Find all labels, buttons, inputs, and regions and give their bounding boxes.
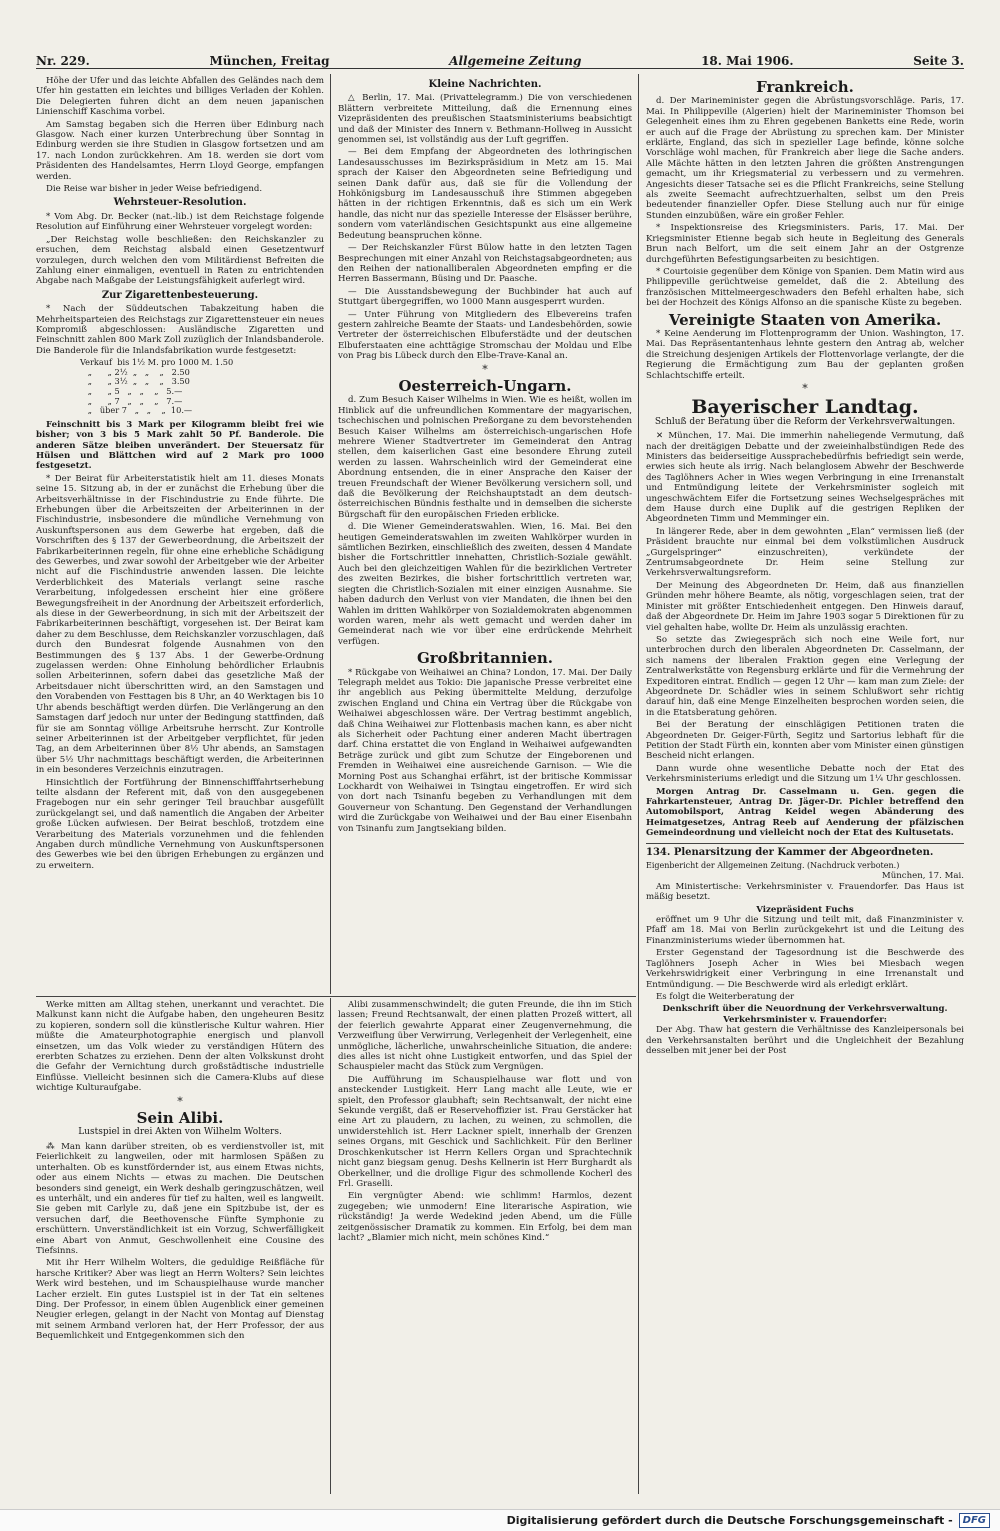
article-paragraph: Dann wurde ohne wesentliche Debatte noch der Etat des Verkehrsministeriums erledigt und die Sitzung um 1¼ Uhr geschlossen. [646,763,964,785]
article-paragraph: * Inspektionsreise des Kriegsministers. Paris, 17. Mai. Der Kriegsminister Etienne begab sich heute in Begleitung des Generals Brun nach Belfort, um die seit einem Jahr an der Ostgrenze durchgeführten Befestigungsarbeiten zu besichtigen. [646,223,964,265]
table-row: Verkauf bis 1½ M. pro 1000 M. 1.50 [80,357,234,368]
table-row: „ „ 2½ „ „ „ 2.50 [80,366,190,377]
article-paragraph: — Die Ausstandsbewegung der Buchbinder hat auch auf Stuttgart übergegriffen, wo 1000 Mann ausgesperrt wurden. [338,286,632,308]
article-paragraph: △ Berlin, 17. Mai. (Privattelegramm.) Die von verschiedenen Blättern verbreitete Mitteilung, daß die Ernennung eines Vizepräsidenten des preußischen Staatsministeriums beabsichtigt und daß der Minister des Innern v. Bethmann-Hollweg in Aussicht genommen sei, ist vollständig aus der Luft gegriffen. [338,93,632,146]
section-heading: Denkschrift über die Neuordnung der Verkehrsverwaltung. [662,1004,948,1015]
section-heading: Bayerischer Landtag. [691,396,919,419]
section-rule [646,843,964,844]
article-paragraph: Feinschnitt bis 3 Mark per Kilogramm bleibt frei wie bisher; von 3 bis 5 Mark zahlt 50 Pf. Banderole. Die anderen Sätze bleiben unverändert. Der Steuersatz für Hülsen und Blättchen wird auf 2 Mark pro 1000 festgesetzt. [36,419,324,472]
issue-date: 18. Mai 1906. [701,54,794,68]
feuilleton-column-1 [36,1000,324,1494]
dfg-logo: DFG [959,1513,990,1528]
section-heading: Zur Zigarettenbesteuerung. [101,289,259,301]
article-paragraph: — Der Reichskanzler Fürst Bülow hatte in den letzten Tagen Besprechungen mit einer Anzahl von Reichstagsabgeordneten; aus den Reihen der nationalliberalen Abgeordneten empfing er die Herren Bassermann, Büsing und Dr. Paasche. [338,243,632,285]
article-paragraph: Der Meinung des Abgeordneten Dr. Heim, daß aus finanziellen Gründen mehr höhere Beamte, als nötig, vorgeschlagen seien, trat der Minister mit größter Entschiedenheit entgegen. Den Hinweis darauf, daß der Abgeordnete Dr. Heim im Jahre 1903 sogar 5 Direktionen für zu viel gehalten habe, wollte Dr. Heim als unzulässig erachten. [646,580,964,633]
article-paragraph: „Der Reichstag wolle beschließen: den Reichskanzler zu ersuchen, dem Reichstag alsbald einen Gesetzentwurf vorzulegen, durch welchen den vom Militärdienst Befreiten die Zahlung einer einmaligen, eventuell in Raten zu entrichtenden Abgabe nach Maßgabe der Leistungsfähigkeit auferlegt wird. [36,234,324,287]
article-paragraph: Morgen Antrag Dr. Casselmann u. Gen. gegen die Fahrkartensteuer, Antrag Dr. Jäger-Dr. Pichler betreffend den Automobilsport, Antrag Keidel wegen Abänderung des Heimatgesetzes, Antrag Reeb auf Aenderung der pfälzischen Gemeindeordnung und vielleicht noch der Etat des Kultusetats. [646,786,964,839]
column-rule [330,74,331,994]
article-paragraph: d. Die Wiener Gemeinderatswahlen. Wien, 16. Mai. Bei den heutigen Gemeinderatswahlen im zweiten Wahlkörper wurden in sämtlichen Bezirken, einschließlich des zweiten, dessen 4 Mandate bisher die Fortschrittler innehatten, Christlich-Soziale gewählt. Auch bei den gleichzeitigen Wahlen für die bezirklichen Vertreter des zweiten Bezirkes, die bisher fortschrittlich vertreten war, siegten die Christlich-Sozialen mit einer einzigen Ausnahme. Sie haben dadurch den Verlust von vier Mandaten, die ihnen bei den Wahlen im dritten Wahlkörper von Sozialdemokraten abgenommen worden waren, mehr als wett gemacht und werden daher im Gemeinderat nach wie vor über eine erdrückende Mehrheit verfügen. [338,522,632,647]
article-paragraph: ✕ München, 17. Mai. Die immerhin naheliegende Vermutung, daß nach der dreitägigen Debatte und der zweieinhalbstündigen Rede des Ministers das beiderseitige Aussprachebedürfnis befriedigt sein werde, erwies sich heute als irrig. Nach belanglosem Abwehr der Beschwerde des Taglöhners Acher in Wies wegen Verbringung in eine Irrenanstalt und Entmündigung leitete der Verkehrsminister sogleich mit ungeschwächtem Eifer die Fortsetzung seines Wechselgespräches mit dem Hause durch eine Duplik auf die gestrigen Repliken der Abgeordneten Timm und Memminger ein. [646,431,964,525]
banderole-table [80,358,324,416]
section-heading: 134. Plenarsitzung der Kammer der Abgeordneten. [646,846,934,858]
footer-credit: Digitalisierung gefördert durch die Deutsche Forschungsgemeinschaft - [506,1514,953,1527]
article-paragraph: * Der Beirat für Arbeiterstatistik hielt am 11. dieses Monats seine 15. Sitzung ab, in der er zunächst die Erhebung über die Arbeitsverhältnisse in der Fischindustrie zu Ende führte. Die Erhebungen über die Arbeitszeiten der Arbeiterinnen in der Fischindustrie, insbesondere die mündliche Vernehmung von Auskunftspersonen aus dem Gewerbe hat ergeben, daß die Vorschriften des § 137 der Gewerbeordnung, die Arbeitszeit der Fabrikarbeiterinnen regeln, für ohne eine erhebliche Schädigung des Gewerbes, und zwar sowohl der Arbeitgeber wie der Arbeiter nicht auf die Fischindustrie anwenden lassen. Die leichte Verderblichkeit des Materials verlangt seine rasche Verarbeitung, infolgedessen erscheint hier eine größere Bewegungsfreiheit in der Anordnung der Arbeitszeit erforderlich, als diese in der Gewerbeordnung, in sich mit der Arbeitszeit der Fabrikarbeiterinnen beschäftigt, vorgesehen ist. Der Beirat kam daher zu dem Beschlusse, dem Reichskanzler vorzuschlagen, daß durch den Bundesrat folgende Ausnahmen von den Bestimmungen des § 137 Abs. 1 der Gewerbe-Ordnung zugelassen werden: Ohne Einholung behördlicher Erlaubnis sollen Arbeiterinnen, sofern dabei das gesetzliche Maß der Arbeitsdauer nicht überschritten wird, an den Samstagen und den Vorabenden von Festtagen bis 8 Uhr, an 40 Werktagen bis 10 Uhr abends beschäftigt werden dürfen. Die Verlängerung an den Samstagen darf jedoch nur unter der Bedingung stattfinden, daß für sie am Sonntag völlige Arbeitsruhe herrscht. Zur Kontrolle seiner Arbeiterinnen ist der Arbeitgeber verpflichtet, für jeden Tag, an dem Arbeiterinnen über 8½ Uhr abends, an Samstagen über 5½ Uhr nachmittags beschäftigt werden, die Arbeiterinnen in ein besonderes Verzeichnis einzutragen. [36,473,324,776]
newspaper-title: Allgemeine Zeitung [449,54,582,68]
column-2 [338,76,632,994]
article-paragraph: * Courtoisie gegenüber dem Könige von Spanien. Dem Matin wird aus Philippeville gerüchtweise gemeldet, daß die 2. Abteilung des französischen Mittelmeergeschwaders den Befehl erhalten habe, sich bei der Hochzeit des Königs Alfonso an die spanische Küste zu begeben. [646,266,964,309]
separator-star: * [177,1094,183,1108]
column-rule [638,74,639,1494]
feuilleton-title: Sein Alibi. [136,1109,224,1128]
page-header [36,46,964,69]
article-paragraph: d. Zum Besuch Kaiser Wilhelms in Wien. Wie es heißt, wollen im Hinblick auf die unfreundlichen Kommentare der magyarischen, tschechischen und polnischen Preßorgane zu dem bevorstehenden Besuch Kaiser Wilhelms am österreichisch-ungarischen Hofe mehrere Wiener Stadtvertreter im Gemeinderat den Antrag stellen, dem kaiserlichen Gast eine besondere Ehrung zuteil werden zu lassen. Wahrscheinlich wird der Gemeinderat eine Abordnung entsenden, die in einer Ansprache den Kaiser der treuen Freundschaft der Wiener Bevölkerung versichern soll, und daß die Bevölkerung der Reichshauptstadt an dem deutsch-österreichischen Bündnis festhalte und in demselben die sicherste Bürgschaft für den europäischen Frieden erblicke. [338,395,632,520]
column-3 [646,76,964,1494]
column-1 [36,76,324,994]
article-paragraph: Bei der Beratung der einschlägigen Petitionen traten die Abgeordneten Dr. Geiger-Fürth, Segitz und Sartorius lebhaft für die Petition der Stadt Fürth ein, konnten aber vom Minister einen günstigen Bescheid nicht erlangen. [646,720,964,762]
table-row: „ „ 5 „ „ „ 5.— [80,385,183,396]
column-rule [330,998,331,1494]
article-paragraph: — Bei dem Empfang der Abgeordneten des lothringischen Landesausschusses im Bezirkspräsidium in Metz am 15. Mai sprach der Kaiser den Abgeordneten seine Befriedigung und seinen Dank dafür aus, daß sie für die Vollendung der Hohkönigsburg im Landesausschuß ihre Stimmen abgegeben hätten in der richtigen Erkenntnis, daß es sich um ein Werk handle, das nicht nur das spezielle Interesse der Elsässer berühre, sondern vom vaterländischen Gesichtspunkt aus eine allgemeine Bedeutung beanspruchen könne. [338,147,632,241]
article-paragraph: * Rückgabe von Weihaiwei an China? London, 17. Mai. Der Daily Telegraph meldet aus Tokio: Die japanische Presse verbreitet eine ihr angeblich aus Peking übermittelte Meldung, derzufolge zwischen England und China ein Vertrag über die Rückgabe von Weihaiwei abgeschlossen wäre. Der Vertrag bestimmt angeblich, daß China Weihaiwei zur Flottenbasis machen kann, es aber nicht als Sicherheit oder Pachtung einer anderen Macht übertragen darf. China erstattet die von England in Weihaiwei aufgewandten Beträge zurück und gibt zum Schutze der Eingeborenen und Fremden in Weihaiwei eine ausreichende Garnison. — Wie die Morning Post aus Schanghai erfährt, ist der britische Kommissar Lockhardt von Weihaiwei in Tsingtau eingetroffen. Er wird sich von dort nach Tsinanfu begeben zu Verhandlungen mit dem Gouverneur von Schantung. Den Gegenstand der Verhandlungen wird die Zurückgabe von Weihaiwei und der Bau einer Eisenbahn von Tsinanfu zum Jangtsekiang bilden. [338,667,632,834]
section-heading: Frankreich. [756,78,854,96]
table-row: „ „ 7 „ „ „ 7.— [80,395,183,406]
feuilleton-paragraph: Die Aufführung im Schauspielhause war flott und von ansteckender Lustigkeit. Herr Lang macht alle Leute, wie er spielt, den Professor glaubhaft; sein Rechtsanwalt, der nicht eine Sekunde vergißt, daß er Reservehoffizier ist. Frau Gerstäcker hat eine Art zu plaudern, zu lachen, zu weinen, zu schmollen, die unwiderstehlich ist. Herr Lackner spielt, innerhalb der Grenzen seines Organs, mit Geschick und Sachlichkeit. Für den Berliner Droschkenkutscher ist Herrn Kellers Organ und Sprachtechnik nicht ganz biegsam genug. Deshs Kellnerin ist Herr Burghardt als Oberkellner, und die drollige Figur des schmollende Kocherl des Frl. Graselli. [338,1074,632,1189]
section-heading: Vereinigte Staaten von Amerika. [668,310,942,329]
section-heading: Oesterreich-Ungarn. [398,376,572,395]
feuilleton-subtitle: Lustspiel in drei Akten von Wilhelm Wolters. [78,1127,282,1138]
article-paragraph: * Vom Abg. Dr. Becker (nat.-lib.) ist dem Reichstage folgende Resolution auf Einführung einer Wehrsteuer vorgelegt worden: [36,211,324,233]
speaker-label: Verkehrsminister v. Frauendorfer: [723,1014,887,1025]
feuilleton-paragraph: Werke mitten am Alltag stehen, unerkannt und verachtet. Die Malkunst kann nicht die Aufgabe haben, den ungeheuren Besitz zu kopieren, sondern soll die künstlerische Kultur wahren. Hier müßte die Amateurphotographie energisch und planvoll einsetzen, um das Volk wieder zu verständigen Hütern des ererbten Schatzes zu erziehen. Denn der alten Volkskunst droht die Gefahr der Vernichtung durch großstädtische industrielle Einflüsse. Vielleicht besinnen sich die Camera-Klubs auf diese wichtige Kulturaufgabe. [36,1000,324,1094]
report-credit: Eigenbericht der Allgemeinen Zeitung. (Nachdruck verboten.) [646,861,900,871]
section-heading: Kleine Nachrichten. [428,79,542,90]
article-paragraph: Höhe der Ufer und das leichte Abfallen des Geländes nach dem Ufer hin gestatten ein leichtes und billiges Verladen der Kohlen. Die Delegierten fuhren dicht an dem neuen japanischen Linienschiff Kaschima vorbei. [36,76,324,118]
section-heading: Großbritannien. [416,649,554,668]
table-row: „ „ 3½ „ „ „ 3.50 [80,376,190,387]
dateline: München, 17. Mai. [881,871,964,882]
section-heading: Wehrsteuer-Resolution. [113,197,247,209]
separator-star: * [802,381,808,395]
feuilleton-paragraph: ⁂ Man kann darüber streiten, ob es verdienstvoller ist, mit Feierlichkeit zu langweilen, oder mit harmlosen Späßen zu unterhalten. Ob es kunstfördernder ist, aus einem Etwas nichts, oder aus einem Nichts — etwas zu machen. Die Deutschen besonders sind geneigt, ein Werk deshalb geringzuschätzen, weil es unterhält, und ein anderes für tief zu halten, weil es langweilt. Sie geben mit Carlyle zu, daß jene ein Spitzbube ist, der es versuchen darf, die Beethovensche Fünfte Symphonie zu erschüttern. Unverständlichkeit ist ein Vorzug, Schwerfälligkeit eine Abart von Anmut, Geschwollenheit eine Cousine des Tiefsinns. [36,1141,324,1256]
article-paragraph: Hinsichtlich der Fortführung der Binnenschifffahrtserhebung teilte alsdann der Referent mit, daß von den ausgegebenen Fragebogen nur ein sehr geringer Teil brauchbar ausgefüllt zurückgelangt sei, und daß namentlich die Angaben der Arbeiter große Lücken aufwiesen. Der Beirat beschloß, trotzdem eine Verarbeitung des Materials vorzunehmen und die fehlenden Angaben durch mündliche Vernehmung von Auskunftspersonen des Gewerbes wie bei den übrigen Erhebungen zu ergänzen und zu erweitern. [36,777,324,871]
article-paragraph: eröffnet um 9 Uhr die Sitzung und teilt mit, daß Finanzminister v. Pfaff am 18. Mai von Berlin zurückgekehrt ist und die Leitung des Finanzministeriums wieder übernommen hat. [646,915,964,946]
table-row: „ über 7 „ „ „ 10.— [80,405,193,416]
feuilleton-rule [36,996,636,997]
article-paragraph: Es folgt die Weiterberatung der [656,991,795,1002]
article-paragraph: — Unter Führung von Mitgliedern des Elbevereins trafen gestern zahlreiche Beamte der Staats- und Landesbehörden, sowie Vertreter der österreichischen Elbuferstädte und der deutschen Elbuferstaaten eine achttägige Stromschau der Moldau und Elbe von Prag bis Lübeck durch den Elbe-Trave-Kanal an. [338,309,632,362]
article-paragraph: Die Reise war bisher in jeder Weise befriedigend. [46,184,263,195]
feuilleton-column-2 [338,1000,632,1494]
article-paragraph: d. Der Marineminister gegen die Abrüstungsvorschläge. Paris, 17. Mai. In Philippeville (Algerien) hielt der Marineminister Thomson bei Gelegenheit eines ihm zu Ehren gegebenen Banketts eine Rede, worin er auch auf die Frage der Abrüstung zu sprechen kam. Der Minister erklärte, England, das sich in spezieller Lage befinde, könne solche Vorschläge wohl machen, für Frankreich aber liege die Sache anders. Alle Mächte hätten in den letzten Jahren die größten Anstrengungen gemacht, um ihr Kriegsmaterial zu verbessern und zu vermehren. Angesichts dieser Tatsache sei es die Pflicht Frankreichs, seine Stellung als zweite Seemacht aufrechtzuerhalten, selbst um den Preis bedeutender finanzieller Opfer. Diese Stellung auch nur für einige Stunden einzubüßen, wäre ein großer Fehler. [646,96,964,221]
place-day: München, Freitag [209,54,330,68]
article-paragraph: In längerer Rede, aber in dem gewohnten „Elan“ vermissen ließ (der Präsident brauchte nur einmal bei dem volkstümlichen Ausdruck „Gurgelspringer“ einzuschreiten), verkündete der Zentrumsabgeordnete Dr. Heim seine Stellung zur Verkehrsverwaltungsreform. [646,526,964,579]
article-paragraph: So setzte das Zwiegespräch sich noch eine Weile fort, nur unterbrochen durch den liberalen Abgeordneten Dr. Casselmann, der sich namens der liberalen Fraktion gegen eine Verlegung der Zentralwerkstätte von Regensburg erklärte und für die Vermehrung der Expeditoren eintrat. Endlich — gegen 12 Uhr — kam man zum Ziele: der Abgeordnete Dr. Schädler wies in seinem Schlußwort sehr richtig darauf hin, daß eine Menge Einzelheiten besprochen worden seien, die in die Etatsberatung gehören. [646,634,964,718]
article-paragraph: Am Samstag begaben sich die Herren über Edinburg nach Glasgow. Nach einer kurzen Unterbrechung über Sonntag in Edinburg werden sie ihre Studien in Glasgow fortsetzen und am 17. nach London zurückkehren. Am 18. werden sie dort vom Präsidenten des Handelsamtes, Herrn Lloyd George, empfangen werden. [36,119,324,182]
feuilleton-paragraph: Ein vergnügter Abend: wie schlimm! Harmlos, dezent zugegeben; wie unmodern! Eine literarische Aspiration, wie rückständig! Ja werde Wedekind jeden Abend, um die Fülle zeitgenössischer Dramatik zu kommen. Ein Erfolg, bei dem man lacht? „Blamier mich nicht, mein schönes Kind.“ [338,1191,632,1243]
article-paragraph: Der Abg. Thaw hat gestern die Verhältnisse des Kanzleipersonals bei den Verkehrsanstalten berührt und die Ungleichheit der Bezahlung desselben mit jener bei der Post [646,1025,964,1056]
article-paragraph: * Nach der Süddeutschen Tabakzeitung haben die Mehrheitsparteien des Reichstags zur Zigarettensteuer ein neues Kompromiß abgeschlossen: Ausländische Zigaretten und Feinschnitt zahlen 800 Mark Zoll zuzüglich der Inlandsbanderole. Die Banderole für die Inlandsfabrikation wurde festgesetzt: [36,304,324,356]
digitization-footer [0,1509,1000,1531]
article-paragraph: Erster Gegenstand der Tagesordnung ist die Beschwerde des Taglöhners Joseph Acher in Wies bei Miesbach wegen Verkehrswidrigkeit einer Verbringung in eine Irrenanstalt und Entmündigung. — Die Beschwerde wird als erledigt erklärt. [646,948,964,990]
feuilleton-paragraph: Alibi zusammenschwindelt; die guten Freunde, die ihn im Stich lassen; Freund Rechtsanwalt, der einen platten Prozeß wittert, all der feierlich gewahrte Apparat einer Zeugenvernehmung, die Verzweiflung über Verwirrung, Verlegenheit der Verlegenheit, eine unmögliche, lächerliche, unwahrscheinliche Situation, die andere: dies alles ist nicht ohne Lustigkeit entworfen, und das Spiel der Schauspieler macht das Stück zum Vergnügen. [338,1000,632,1073]
article-paragraph: Am Ministertische: Verkehrsminister v. Frauendorfer. Das Haus ist mäßig besetzt. [646,881,964,903]
separator-star: * [482,362,488,376]
speaker-label: Vizepräsident Fuchs [756,904,854,915]
article-paragraph: * Keine Aenderung im Flottenprogramm der Union. Washington, 17. Mai. Das Repräsentantenhaus lehnte gestern den Antrag ab, welcher die Streichung desjenigen Artikels der Flottenvorlage verlangte, der die Regierung die Ermächtigung zum Bau der geplanten großen Schlachtschiffe erteilt. [646,328,964,381]
feuilleton-paragraph: Mit ihr Herr Wilhelm Wolters, die geduldige Reißfläche für harsche Kritiker? Aber was liegt an Herrn Wolters? Sein leichtes Werk wird bestehen, und im Schauspielhause wurde mancher Lacher erzielt. Ein gutes Lustspiel ist in der Tat ein seltenes Ding. Der Professor, in einem üblen Augenblick einer gemeinen Neugier erlegen, gelangt in der Nacht von Montag auf Dienstag mit seinem Armband verloren hat, der Herr Professor, der aus Bequemlichkeit und Entgegenkommen sich den [36,1258,324,1342]
section-subheading: Schluß der Beratung über die Reform der Verkehrsverwaltungen. [654,416,956,427]
issue-number: Nr. 229. [36,54,90,68]
page-number: Seite 3. [913,54,964,68]
